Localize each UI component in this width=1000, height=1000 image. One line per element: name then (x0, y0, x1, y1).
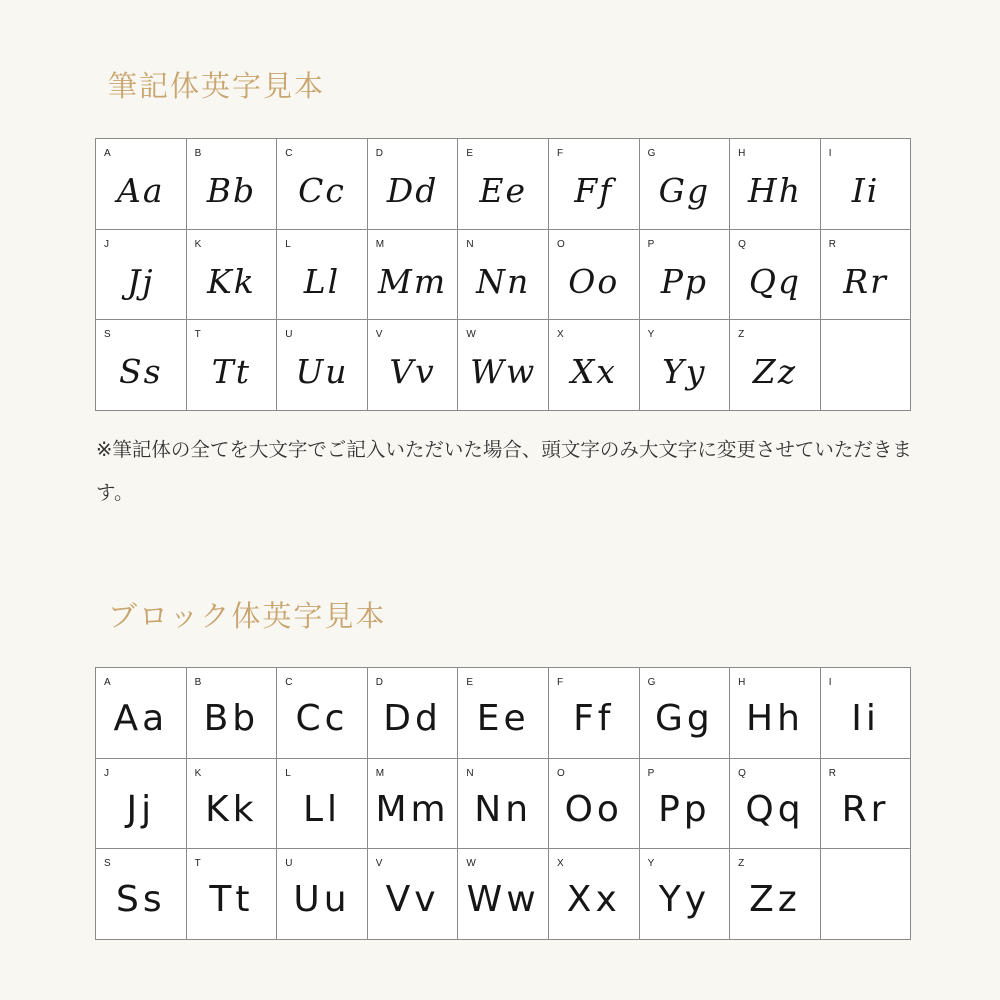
letter-cell-y (640, 849, 731, 940)
cell-letter-label: U (285, 858, 293, 870)
letter-cell-u (277, 320, 368, 411)
cell-letter-sample: Ff (573, 698, 615, 739)
letter-cell-n (458, 230, 549, 321)
cell-letter-sample: Kk (207, 261, 256, 301)
cell-letter-label: A (104, 677, 111, 688)
letter-cell-j (96, 759, 187, 850)
cell-letter-sample: Cc (295, 698, 349, 739)
letter-cell-a (96, 139, 187, 230)
cell-letter-label: M (375, 238, 385, 250)
cell-letter-sample: Ii (851, 171, 880, 210)
letter-cell-w (458, 320, 549, 411)
cell-letter-label: L (285, 238, 291, 250)
cell-letter-sample: Aa (113, 698, 169, 739)
cell-letter-sample: Rr (843, 261, 888, 301)
cell-letter-sample: Vv (389, 352, 436, 392)
cell-letter-label: F (556, 677, 564, 688)
cell-letter-sample: Jj (126, 788, 156, 830)
cell-letter-label: R (828, 767, 836, 779)
cell-letter-label: F (556, 148, 564, 159)
letter-cell-g (640, 668, 731, 759)
letter-cell-e (458, 139, 549, 230)
letter-cell-z (730, 320, 821, 411)
cell-letter-sample: Ww (466, 879, 540, 921)
cell-letter-sample: Zz (749, 879, 801, 921)
letter-cell-s (96, 849, 187, 940)
cell-letter-label: S (104, 858, 111, 870)
letter-cell-v (368, 320, 459, 411)
cell-letter-sample: Oo (564, 788, 623, 830)
letter-cell-v (368, 849, 459, 940)
cell-letter-label: Y (647, 858, 655, 870)
cell-letter-label: W (466, 858, 476, 870)
cell-letter-label: X (556, 329, 564, 341)
letter-cell-t (187, 320, 278, 411)
letter-cell-h (730, 668, 821, 759)
empty-cell (821, 849, 912, 940)
letter-cell-o (549, 230, 640, 321)
letter-cell-b (187, 139, 278, 230)
cell-letter-sample: Bb (203, 698, 260, 739)
cell-letter-label: B (194, 148, 202, 159)
cell-letter-label: E (466, 677, 474, 688)
script-section-title: 筆記体英字見本 (108, 69, 326, 103)
cell-letter-sample: Bb (206, 171, 257, 210)
letter-cell-x (549, 320, 640, 411)
letter-cell-f (549, 668, 640, 759)
cell-letter-sample: Gg (654, 698, 714, 739)
cell-letter-label: U (285, 329, 293, 341)
cell-letter-sample: Vv (385, 879, 440, 921)
block-section-title: ブロック体英字見本 (108, 599, 387, 633)
cell-letter-sample: Ll (303, 261, 341, 301)
cell-letter-sample: Gg (658, 171, 711, 210)
cell-letter-label: J (104, 767, 109, 779)
cell-letter-sample: Aa (117, 171, 165, 210)
cell-letter-label: N (466, 767, 474, 779)
cell-letter-sample: Ff (574, 171, 614, 210)
cell-letter-sample: Yy (658, 879, 710, 921)
cell-letter-sample: Qq (748, 261, 802, 301)
cell-letter-label: D (375, 677, 384, 688)
letter-cell-k (187, 759, 278, 850)
cell-letter-label: C (285, 677, 293, 688)
cell-letter-sample: Xx (566, 879, 621, 921)
cell-letter-label: T (194, 858, 201, 870)
cell-letter-sample: Ss (119, 352, 163, 392)
cell-letter-sample: Dd (386, 171, 439, 210)
cell-letter-sample: Mm (378, 261, 448, 301)
letter-cell-z (730, 849, 821, 940)
cell-letter-sample: Hh (747, 171, 802, 210)
cell-letter-label: L (285, 767, 291, 779)
cell-letter-label: K (194, 767, 202, 779)
letter-cell-m (368, 759, 459, 850)
letter-cell-p (640, 230, 731, 321)
letter-cell-p (640, 759, 731, 850)
letter-cell-f (549, 139, 640, 230)
cell-letter-sample: Ww (470, 352, 537, 392)
cell-letter-label: T (194, 329, 201, 341)
cell-letter-sample: Ee (476, 698, 530, 739)
letter-cell-d (368, 668, 459, 759)
cell-letter-sample: Ee (479, 171, 527, 210)
cell-letter-sample: Nn (474, 788, 533, 830)
letter-cell-c (277, 139, 368, 230)
cell-letter-sample: Ll (302, 788, 342, 830)
letter-cell-s (96, 320, 187, 411)
letter-cell-l (277, 230, 368, 321)
cell-letter-label: O (556, 238, 565, 250)
cell-letter-sample: Jj (127, 261, 155, 301)
cell-letter-sample: Tt (211, 352, 252, 392)
cell-letter-label: E (466, 148, 474, 159)
letter-cell-x (549, 849, 640, 940)
cell-letter-label: V (375, 858, 383, 870)
cell-letter-sample: Cc (298, 171, 346, 210)
cell-letter-label: M (375, 767, 385, 779)
cell-letter-label: Z (738, 858, 745, 870)
script-sample-grid (95, 138, 911, 411)
cell-letter-sample: Ii (851, 698, 880, 739)
cell-letter-sample: Uu (293, 879, 351, 921)
letter-cell-a (96, 668, 187, 759)
letter-cell-r (821, 230, 912, 321)
cell-letter-label: S (104, 329, 111, 341)
cell-letter-label: X (556, 858, 564, 870)
cell-letter-label: H (738, 148, 746, 159)
cell-letter-label: W (466, 329, 476, 341)
cell-letter-sample: Xx (570, 352, 617, 392)
cell-letter-sample: Pp (660, 261, 709, 301)
cell-letter-sample: Mm (375, 788, 450, 830)
cell-letter-sample: Dd (383, 698, 442, 739)
letter-cell-b (187, 668, 278, 759)
cell-letter-sample: Yy (662, 352, 707, 392)
cell-letter-sample: Pp (658, 788, 711, 830)
cell-letter-sample: Tt (209, 879, 254, 921)
letter-cell-g (640, 139, 731, 230)
cell-letter-label: Q (738, 767, 746, 779)
letter-cell-o (549, 759, 640, 850)
cell-letter-label: G (647, 677, 656, 688)
letter-cell-u (277, 849, 368, 940)
cell-letter-sample: Oo (568, 261, 620, 301)
cell-letter-label: H (738, 677, 746, 688)
cell-letter-label: P (647, 238, 655, 250)
block-sample-grid (95, 667, 911, 940)
letter-cell-q (730, 230, 821, 321)
letter-cell-m (368, 230, 459, 321)
cell-letter-label: O (556, 767, 565, 779)
cell-letter-label: J (104, 238, 109, 250)
cell-letter-sample: Nn (476, 261, 531, 301)
letter-cell-e (458, 668, 549, 759)
letter-cell-d (368, 139, 459, 230)
cell-letter-sample: Uu (295, 352, 349, 392)
cell-letter-sample: Kk (205, 788, 258, 830)
cell-letter-label: Q (738, 238, 746, 250)
cell-letter-sample: Hh (746, 698, 804, 739)
cell-letter-label: I (828, 677, 832, 688)
cell-letter-sample: Qq (745, 788, 805, 830)
cell-letter-label: K (194, 238, 202, 250)
letter-cell-t (187, 849, 278, 940)
cell-letter-label: N (466, 238, 474, 250)
cell-letter-label: G (647, 148, 656, 159)
cell-letter-label: B (194, 677, 202, 688)
cell-letter-label: C (285, 148, 293, 159)
letter-cell-y (640, 320, 731, 411)
letter-cell-l (277, 759, 368, 850)
cell-letter-label: V (375, 329, 383, 341)
letter-cell-c (277, 668, 368, 759)
letter-cell-n (458, 759, 549, 850)
empty-cell (821, 320, 912, 411)
cell-letter-label: R (828, 238, 836, 250)
cell-letter-sample: Ss (115, 879, 166, 921)
script-note: ※筆記体の全てを大文字でご記入いただいた場合、頭文字のみ大文字に変更させていただきます。 (96, 438, 912, 504)
letter-cell-q (730, 759, 821, 850)
cell-letter-label: Y (647, 329, 655, 341)
letter-cell-i (821, 139, 912, 230)
letter-cell-w (458, 849, 549, 940)
letter-cell-h (730, 139, 821, 230)
letter-cell-j (96, 230, 187, 321)
cell-letter-label: A (104, 148, 111, 159)
letter-cell-r (821, 759, 912, 850)
letter-cell-k (187, 230, 278, 321)
letter-cell-i (821, 668, 912, 759)
cell-letter-label: I (828, 148, 832, 159)
cell-letter-sample: Rr (841, 788, 890, 830)
cell-letter-label: D (375, 148, 384, 159)
cell-letter-sample: Zz (752, 352, 798, 392)
cell-letter-label: P (647, 767, 655, 779)
cell-letter-label: Z (738, 329, 745, 341)
